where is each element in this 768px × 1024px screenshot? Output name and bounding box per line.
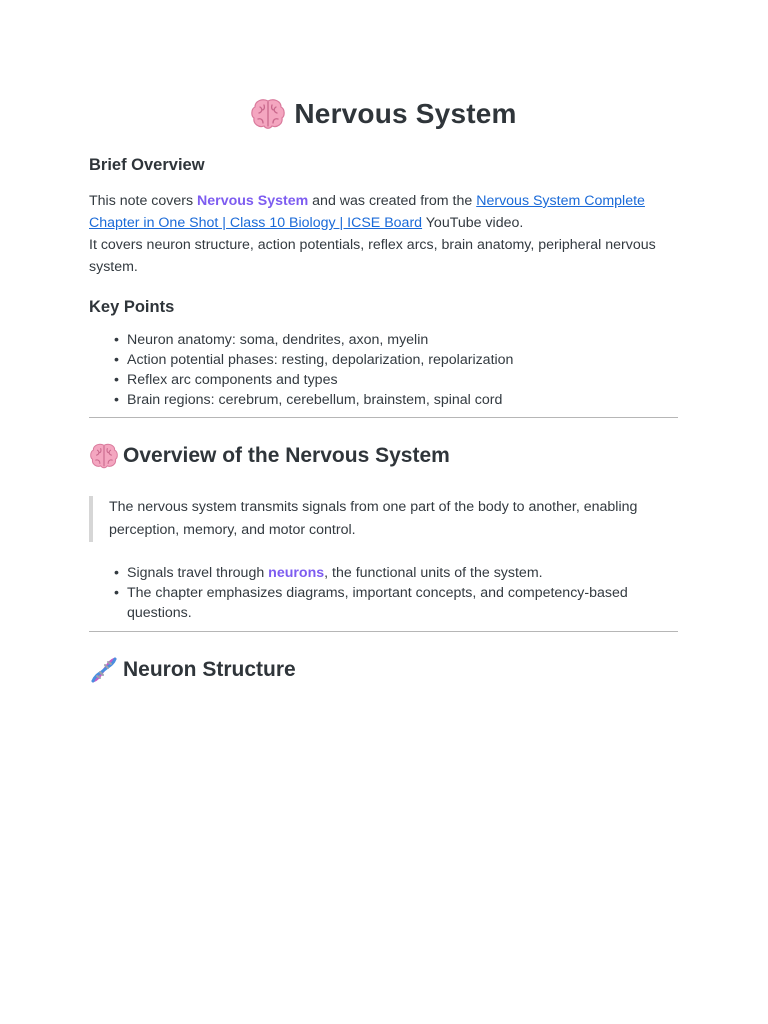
page-title <box>89 93 678 135</box>
dna-icon <box>89 655 119 685</box>
list-item: • Brain regions: cerebrum, cerebellum, brainstem, spinal cord <box>127 390 679 410</box>
list-item: • Action potential phases: resting, depolarization, repolarization <box>127 350 679 370</box>
brief-text: This note covers <box>89 193 198 209</box>
key-points-heading: Key Points <box>89 298 175 316</box>
key-points-list <box>89 330 679 410</box>
neurons-highlight: neurons <box>268 565 325 581</box>
section-divider <box>89 631 678 632</box>
youtube-video-link[interactable]: Nervous System Complete Chapter in One Shot | Class 10 Biology | ICSE Board <box>89 193 645 231</box>
brain-icon <box>89 442 119 470</box>
neuron-structure-heading <box>89 655 296 685</box>
overview-list <box>89 563 679 623</box>
brief-text: and was created from the <box>308 193 477 209</box>
blockquote: The nervous system transmits signals from one part of the body to another, enabling perception, memory, and motor control. <box>89 496 678 542</box>
list-item-text: , the functional units of the system. <box>324 565 543 581</box>
section-divider <box>89 417 678 418</box>
list-item: • Neuron anatomy: soma, dendrites, axon, myelin <box>127 330 679 350</box>
overview-heading-text: Overview of the Nervous System <box>123 444 450 467</box>
list-item-text: Signals travel through <box>127 565 269 581</box>
brain-icon <box>250 97 286 131</box>
brief-overview-heading: Brief Overview <box>89 156 205 174</box>
topic-highlight: Nervous System <box>197 193 309 209</box>
page-title-text: Nervous System <box>294 98 517 129</box>
brief-text: YouTube video. <box>422 215 524 231</box>
neuron-structure-heading-text: Neuron Structure <box>123 658 296 681</box>
list-item <box>127 563 679 583</box>
list-item: • Reflex arc components and types <box>127 370 679 390</box>
overview-heading <box>89 441 450 471</box>
brief-overview-paragraph <box>89 190 679 278</box>
brief-summary-text: It covers neuron structure, action potentials, reflex arcs, brain anatomy, peripheral nervous system. <box>89 237 656 275</box>
list-item: • The chapter emphasizes diagrams, important concepts, and competency-based questions. <box>127 583 679 623</box>
